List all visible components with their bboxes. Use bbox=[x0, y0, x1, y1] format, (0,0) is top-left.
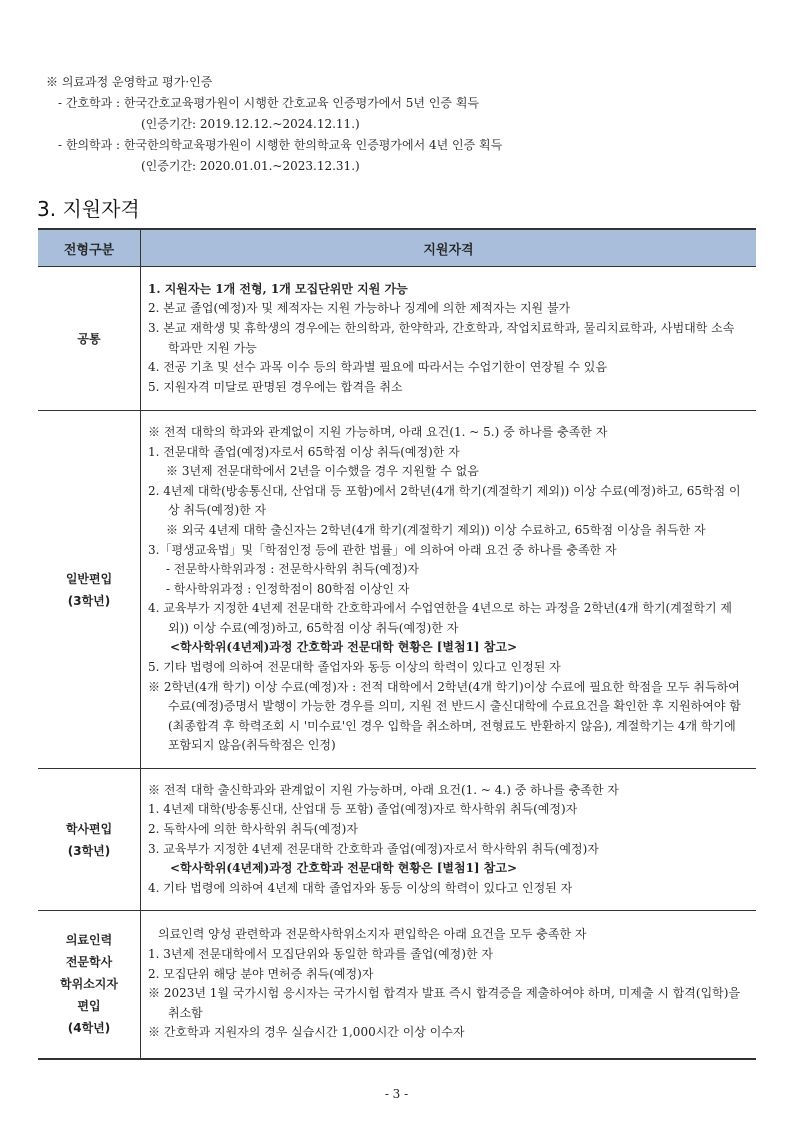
table-row bbox=[38, 911, 756, 1059]
table-row bbox=[38, 411, 756, 769]
intro-notes bbox=[46, 72, 502, 177]
category-cell: 공통 bbox=[38, 267, 141, 411]
list-item: 1. 4년제 대학(방송통신대, 산업대 등 포함) 졸업(예정)자로 학사학위 취득(예정)자 bbox=[148, 802, 578, 817]
list-item: 1. 3년제 전문대학에서 모집단위와 동일한 학과를 졸업(예정)한 자 bbox=[148, 947, 493, 962]
list-item: 4. 교육부가 지정한 4년제 전문대학 간호학과에서 수업연한을 4년으로 하는 과정을 2학년(4개 학기(계절학기 제외)) 이상 수료(예정)하고, 65학점 이상 취득(예정)한 자 bbox=[148, 601, 732, 635]
header-category: 전형구분 bbox=[38, 229, 141, 267]
list-item: 1. 지원자는 1개 전형, 1개 모집단위만 지원 가능 bbox=[148, 281, 408, 296]
intro-oriental-medicine: - 한의학과 : 한국한의학교육평가원이 시행한 한의학교육 인증평가에서 4년 인증 획득 bbox=[58, 138, 503, 152]
list-item: 3. 교육부가 지정한 4년제 전문대학 간호학과 졸업(예정)자로서 학사학위 취득(예정)자 bbox=[148, 841, 599, 856]
page-number: - 3 - bbox=[384, 1087, 409, 1101]
list-item: 3. 본교 재학생 및 휴학생의 경우에는 한의학과, 한약학과, 간호학과, 작업치료학과, 물리치료학과, 사범대학 소속 학과만 지원 가능 bbox=[148, 320, 735, 355]
intro-nursing: - 간호학과 : 한국간호교육평가원이 시행한 간호교육 인증평가에서 5년 인증 획득 bbox=[58, 96, 480, 110]
section-title: 3. 지원자격 bbox=[37, 197, 140, 221]
list-item: 5. 지원자격 미달로 판명된 경우에는 합격을 취소 bbox=[148, 379, 403, 394]
list-item: ※ 전적 대학 출신학과와 관계없이 지원 가능하며, 아래 요건(1. ~ 4.) 중 하나를 충족한 자 bbox=[148, 782, 619, 797]
list-item: 2. 독학사에 의한 학사학위 취득(예정)자 bbox=[148, 821, 358, 836]
requirements-cell bbox=[141, 267, 757, 411]
list-item: 3.「평생교육법」및「학점인정 등에 관한 법률」에 의하여 아래 요건 중 하나를 충족한 자 bbox=[148, 542, 617, 557]
list-item: ※ 전적 대학의 학과와 관계없이 지원 가능하며, 아래 요건(1. ~ 5.) 중 하나를 충족한 자 bbox=[148, 424, 608, 439]
intro-heading: ※ 의료과정 운영학교 평가·인증 bbox=[46, 75, 213, 89]
intro-oriental-period: (인증기간: 2020.01.01.~2023.12.31.) bbox=[141, 159, 360, 173]
list-item: 4. 기타 법령에 의하여 4년제 대학 졸업자와 동등 이상의 학력이 있다고 인정된 자 bbox=[148, 880, 573, 895]
list-item: ※ 3년제 전문대학에서 2년을 이수했을 경우 지원할 수 없음 bbox=[166, 464, 479, 479]
list-item: 2. 4년제 대학(방송통신대, 산업대 등 포함)에서 2학년(4개 학기(계절학기 제외)) 이상 수료(예정)하고, 65학점 이상 취득(예정)한 자 bbox=[148, 483, 741, 518]
list-item: - 전문학사학위과정 : 전문학사학위 취득(예정)자 bbox=[166, 562, 419, 577]
requirements-cell bbox=[141, 911, 757, 1059]
header-requirements: 지원자격 bbox=[141, 229, 757, 267]
list-item: 2. 본교 졸업(예정)자 및 제적자는 지원 가능하나 징계에 의한 제적자는 지원 불가 bbox=[148, 301, 571, 316]
table-header-row bbox=[38, 229, 756, 267]
list-item: <학사학위(4년제)과정 간호학과 전문대학 현황은 [별첨1] 참고> bbox=[170, 640, 518, 655]
table-row bbox=[38, 267, 756, 411]
list-item: 4. 전공 기초 및 선수 과목 이수 등의 학과별 필요에 따라서는 수업기한이 연장될 수 있음 bbox=[148, 360, 607, 375]
category-cell: 학사편입 (3학년) bbox=[38, 769, 141, 911]
list-item: ※ 2023년 1월 국가시험 응시자는 국가시험 합격자 발표 즉시 합격증을 제출하여야 하며, 미제출 시 합격(입학)을 취소함 bbox=[148, 986, 741, 1020]
category-cell: 의료인력 전문학사 학위소지자 편입 (4학년) bbox=[38, 911, 141, 1059]
intro-nursing-period: (인증기간: 2019.12.12.~2024.12.11.) bbox=[141, 117, 360, 131]
list-item: ※ 2학년(4개 학기) 이상 수료(예정)자 : 전적 대학에서 2학년(4개 학기)이상 수료에 필요한 학점을 모두 취득하여 수료(예정)증명서 발행이 가능한 경우를 의미, 지원 전 반드시 출신대학에 수료요건을 확인한 후 지원하여야 함(최종합격 후 학력조회 시 '미수료'인 경우 입학을 취소하며, 전형료도 반환하지 않음), 계절학기는 4개 학기에 포함되지 않음(취득학점은 인정) bbox=[148, 679, 741, 753]
requirements-cell bbox=[141, 411, 757, 769]
list-item: <학사학위(4년제)과정 간호학과 전문대학 현황은 [별첨1] 참고> bbox=[170, 861, 518, 876]
list-item: 의료인력 양성 관련학과 전문학사학위소지자 편입학은 아래 요건을 모두 충족한 자 bbox=[158, 927, 587, 942]
list-item: - 학사학위과정 : 인정학점이 80학점 이상인 자 bbox=[166, 581, 410, 596]
list-item: 1. 전문대학 졸업(예정)자로서 65학점 이상 취득(예정)한 자 bbox=[148, 444, 460, 459]
list-item: ※ 간호학과 지원자의 경우 실습시간 1,000시간 이상 이수자 bbox=[148, 1025, 465, 1040]
list-item: ※ 외국 4년제 대학 출신자는 2학년(4개 학기(계절학기 제외)) 이상 수료하고, 65학점 이상을 취득한 자 bbox=[166, 522, 706, 537]
table-row bbox=[38, 769, 756, 911]
requirements-cell bbox=[141, 769, 757, 911]
eligibility-table bbox=[38, 228, 756, 1060]
list-item: 2. 모집단위 해당 분야 면허증 취득(예정)자 bbox=[148, 966, 374, 981]
list-item: 5. 기타 법령에 의하여 전문대학 졸업자와 동등 이상의 학력이 있다고 인정된 자 bbox=[148, 660, 561, 675]
category-cell: 일반편입 (3학년) bbox=[38, 411, 141, 769]
